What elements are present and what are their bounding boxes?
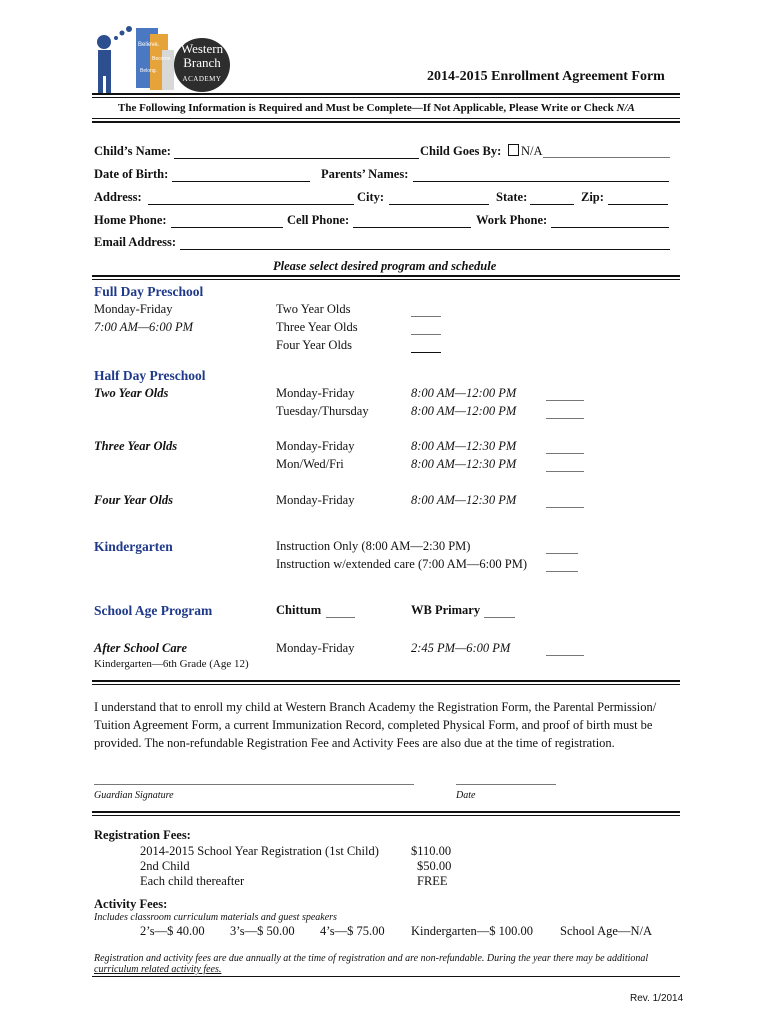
instruction-main: The Following Information is Required and Must be Complete—If Not Applicable, Please Write or Check: [118, 102, 614, 114]
checkbox-icon[interactable]: [508, 144, 519, 156]
chittum-select-blank[interactable]: [326, 617, 355, 618]
instruction-na: N/A: [616, 102, 635, 114]
state-field[interactable]: [530, 204, 574, 205]
logo-line-2: Branch: [183, 55, 221, 70]
full-day-hours: 7:00 AM—6:00 PM: [94, 320, 194, 334]
half-day-time: 8:00 AM—12:30 PM: [411, 439, 517, 453]
half-day-select-blank[interactable]: [546, 507, 584, 508]
home-phone-label: Home Phone:: [94, 213, 167, 227]
instruction-text: [118, 102, 635, 114]
email-label: Email Address:: [94, 235, 177, 249]
full-day-select-blank[interactable]: [411, 334, 441, 335]
half-day-select-blank[interactable]: [546, 453, 584, 454]
after-school-hours: 2:45 PM—6:00 PM: [411, 641, 511, 655]
divider: [92, 118, 680, 119]
half-day-days: Tuesday/Thursday: [276, 404, 369, 418]
divider: [92, 815, 680, 816]
half-day-select-blank[interactable]: [546, 400, 584, 401]
home-phone-field[interactable]: [171, 227, 283, 228]
half-day-select-blank[interactable]: [546, 418, 584, 419]
email-field[interactable]: [180, 249, 670, 250]
agreement-line: provided. The non-refundable Registration Fee and Activity Fees are also due at the time of registration.: [94, 736, 615, 750]
dob-label: Date of Birth:: [94, 167, 169, 181]
activity-fee-item: School Age—N/A: [560, 924, 653, 938]
logo-line-1: Western: [180, 41, 224, 56]
cell-phone-label: Cell Phone:: [287, 213, 350, 227]
parents-field[interactable]: [413, 181, 669, 182]
divider: [92, 279, 680, 280]
date-field[interactable]: [456, 784, 556, 785]
divider: [92, 976, 680, 977]
half-day-three-label: Three Year Olds: [94, 439, 178, 453]
divider: [92, 93, 680, 95]
child-name-label: Child’s Name:: [94, 144, 171, 158]
half-day-days: Monday-Friday: [276, 386, 355, 400]
agreement-line: Tuition Agreement Form, a current Immunization Record, completed Physical Form, and proof of birth must be: [94, 718, 653, 732]
work-phone-field[interactable]: [551, 227, 669, 228]
activity-fees-heading: Activity Fees:: [94, 897, 168, 911]
half-day-days: Monday-Friday: [276, 439, 355, 453]
divider: [92, 121, 680, 123]
divider: [92, 680, 680, 682]
activity-fee-item: Kindergarten—$ 100.00: [411, 924, 533, 938]
logo-line-3: ACADEMY: [182, 75, 222, 83]
logo-bubble-text: Belong.: [140, 68, 157, 74]
agreement-line: I understand that to enroll my child at Western Branch Academy the Registration Form, the Parental Permission/: [94, 700, 657, 714]
child-goes-by-label: Child Goes By:: [420, 144, 502, 158]
full-day-select-blank[interactable]: [411, 352, 441, 353]
school-age-heading: School Age Program: [94, 603, 213, 618]
registration-fee-item: 2014-2015 School Year Registration (1st Child): [140, 844, 379, 858]
logo-bubble-text: Believe.: [138, 42, 160, 48]
kindergarten-select-blank[interactable]: [546, 553, 578, 554]
registration-fee-amount: $110.00: [411, 844, 452, 858]
full-day-days: Monday-Friday: [94, 302, 173, 316]
footnote-line: Registration and activity fees are due annually at the time of registration and are non-refundable. During the year there may be additional: [94, 953, 649, 964]
work-phone-label: Work Phone:: [476, 213, 548, 227]
guardian-signature-label: Guardian Signature: [94, 790, 174, 801]
full-day-option: Three Year Olds: [276, 320, 358, 334]
na-checkbox[interactable]: [508, 144, 543, 159]
activity-fee-item: 2’s—$ 40.00: [140, 924, 205, 938]
activity-fees-note: Includes classroom curriculum materials and guest speakers: [94, 912, 337, 923]
form-title: 2014-2015 Enrollment Agreement Form: [427, 69, 665, 84]
half-day-select-blank[interactable]: [546, 471, 584, 472]
half-day-time: 8:00 AM—12:30 PM: [411, 493, 517, 507]
registration-fee-item: Each child thereafter: [140, 874, 245, 888]
registration-fee-amount: $50.00: [417, 859, 452, 873]
date-label: Date: [456, 790, 476, 801]
half-day-days: Monday-Friday: [276, 493, 355, 507]
logo-bubble-text: Become.: [152, 56, 172, 62]
wb-primary-select-blank[interactable]: [484, 617, 515, 618]
revision-label: Rev. 1/2014: [630, 993, 684, 1004]
kindergarten-option: Instruction w/extended care (7:00 AM—6:00 PM): [276, 557, 527, 571]
footnote-line: curriculum related activity fees.: [94, 964, 222, 975]
parents-label: Parents’ Names:: [321, 167, 409, 181]
full-day-option: Four Year Olds: [276, 338, 353, 352]
child-name-field[interactable]: [174, 158, 419, 159]
city-label: City:: [357, 190, 385, 204]
full-day-heading: Full Day Preschool: [94, 284, 204, 299]
zip-label: Zip:: [581, 190, 604, 204]
half-day-four-label: Four Year Olds: [94, 493, 173, 507]
logo-badge: [174, 38, 230, 92]
na-label: N/A: [521, 144, 543, 158]
after-school-label: After School Care: [94, 641, 188, 655]
activity-fee-item: 4’s—$ 75.00: [320, 924, 385, 938]
kindergarten-heading: Kindergarten: [94, 539, 173, 554]
zip-field[interactable]: [608, 204, 668, 205]
guardian-signature-field[interactable]: [94, 784, 414, 785]
dob-field[interactable]: [172, 181, 310, 182]
half-day-time: 8:00 AM—12:00 PM: [411, 386, 517, 400]
address-label: Address:: [94, 190, 142, 204]
wb-primary-label: WB Primary: [411, 603, 481, 617]
registration-fee-item: 2nd Child: [140, 859, 190, 873]
state-label: State:: [496, 190, 528, 204]
half-day-days: Mon/Wed/Fri: [276, 457, 344, 471]
child-goes-by-field[interactable]: [543, 157, 670, 158]
half-day-time: 8:00 AM—12:00 PM: [411, 404, 517, 418]
city-field[interactable]: [389, 204, 489, 205]
address-field[interactable]: [148, 204, 354, 205]
cell-phone-field[interactable]: [353, 227, 471, 228]
registration-fee-amount: FREE: [417, 874, 448, 888]
chittum-label: Chittum: [276, 603, 322, 617]
after-school-select-blank[interactable]: [546, 655, 584, 656]
half-day-time: 8:00 AM—12:30 PM: [411, 457, 517, 471]
after-school-grades: Kindergarten—6th Grade (Age 12): [94, 658, 249, 670]
after-school-days: Monday-Friday: [276, 641, 355, 655]
divider: [92, 275, 680, 277]
full-day-select-blank[interactable]: [411, 316, 441, 317]
select-program-note: Please select desired program and schedule: [273, 259, 497, 273]
kindergarten-option: Instruction Only (8:00 AM—2:30 PM): [276, 539, 471, 553]
registration-fees-heading: Registration Fees:: [94, 828, 191, 842]
half-day-two-label: Two Year Olds: [94, 386, 169, 400]
divider: [92, 684, 680, 685]
half-day-heading: Half Day Preschool: [94, 368, 206, 383]
divider: [92, 97, 680, 98]
full-day-option: Two Year Olds: [276, 302, 351, 316]
activity-fee-item: 3’s—$ 50.00: [230, 924, 295, 938]
kindergarten-select-blank[interactable]: [546, 571, 578, 572]
divider: [92, 811, 680, 813]
